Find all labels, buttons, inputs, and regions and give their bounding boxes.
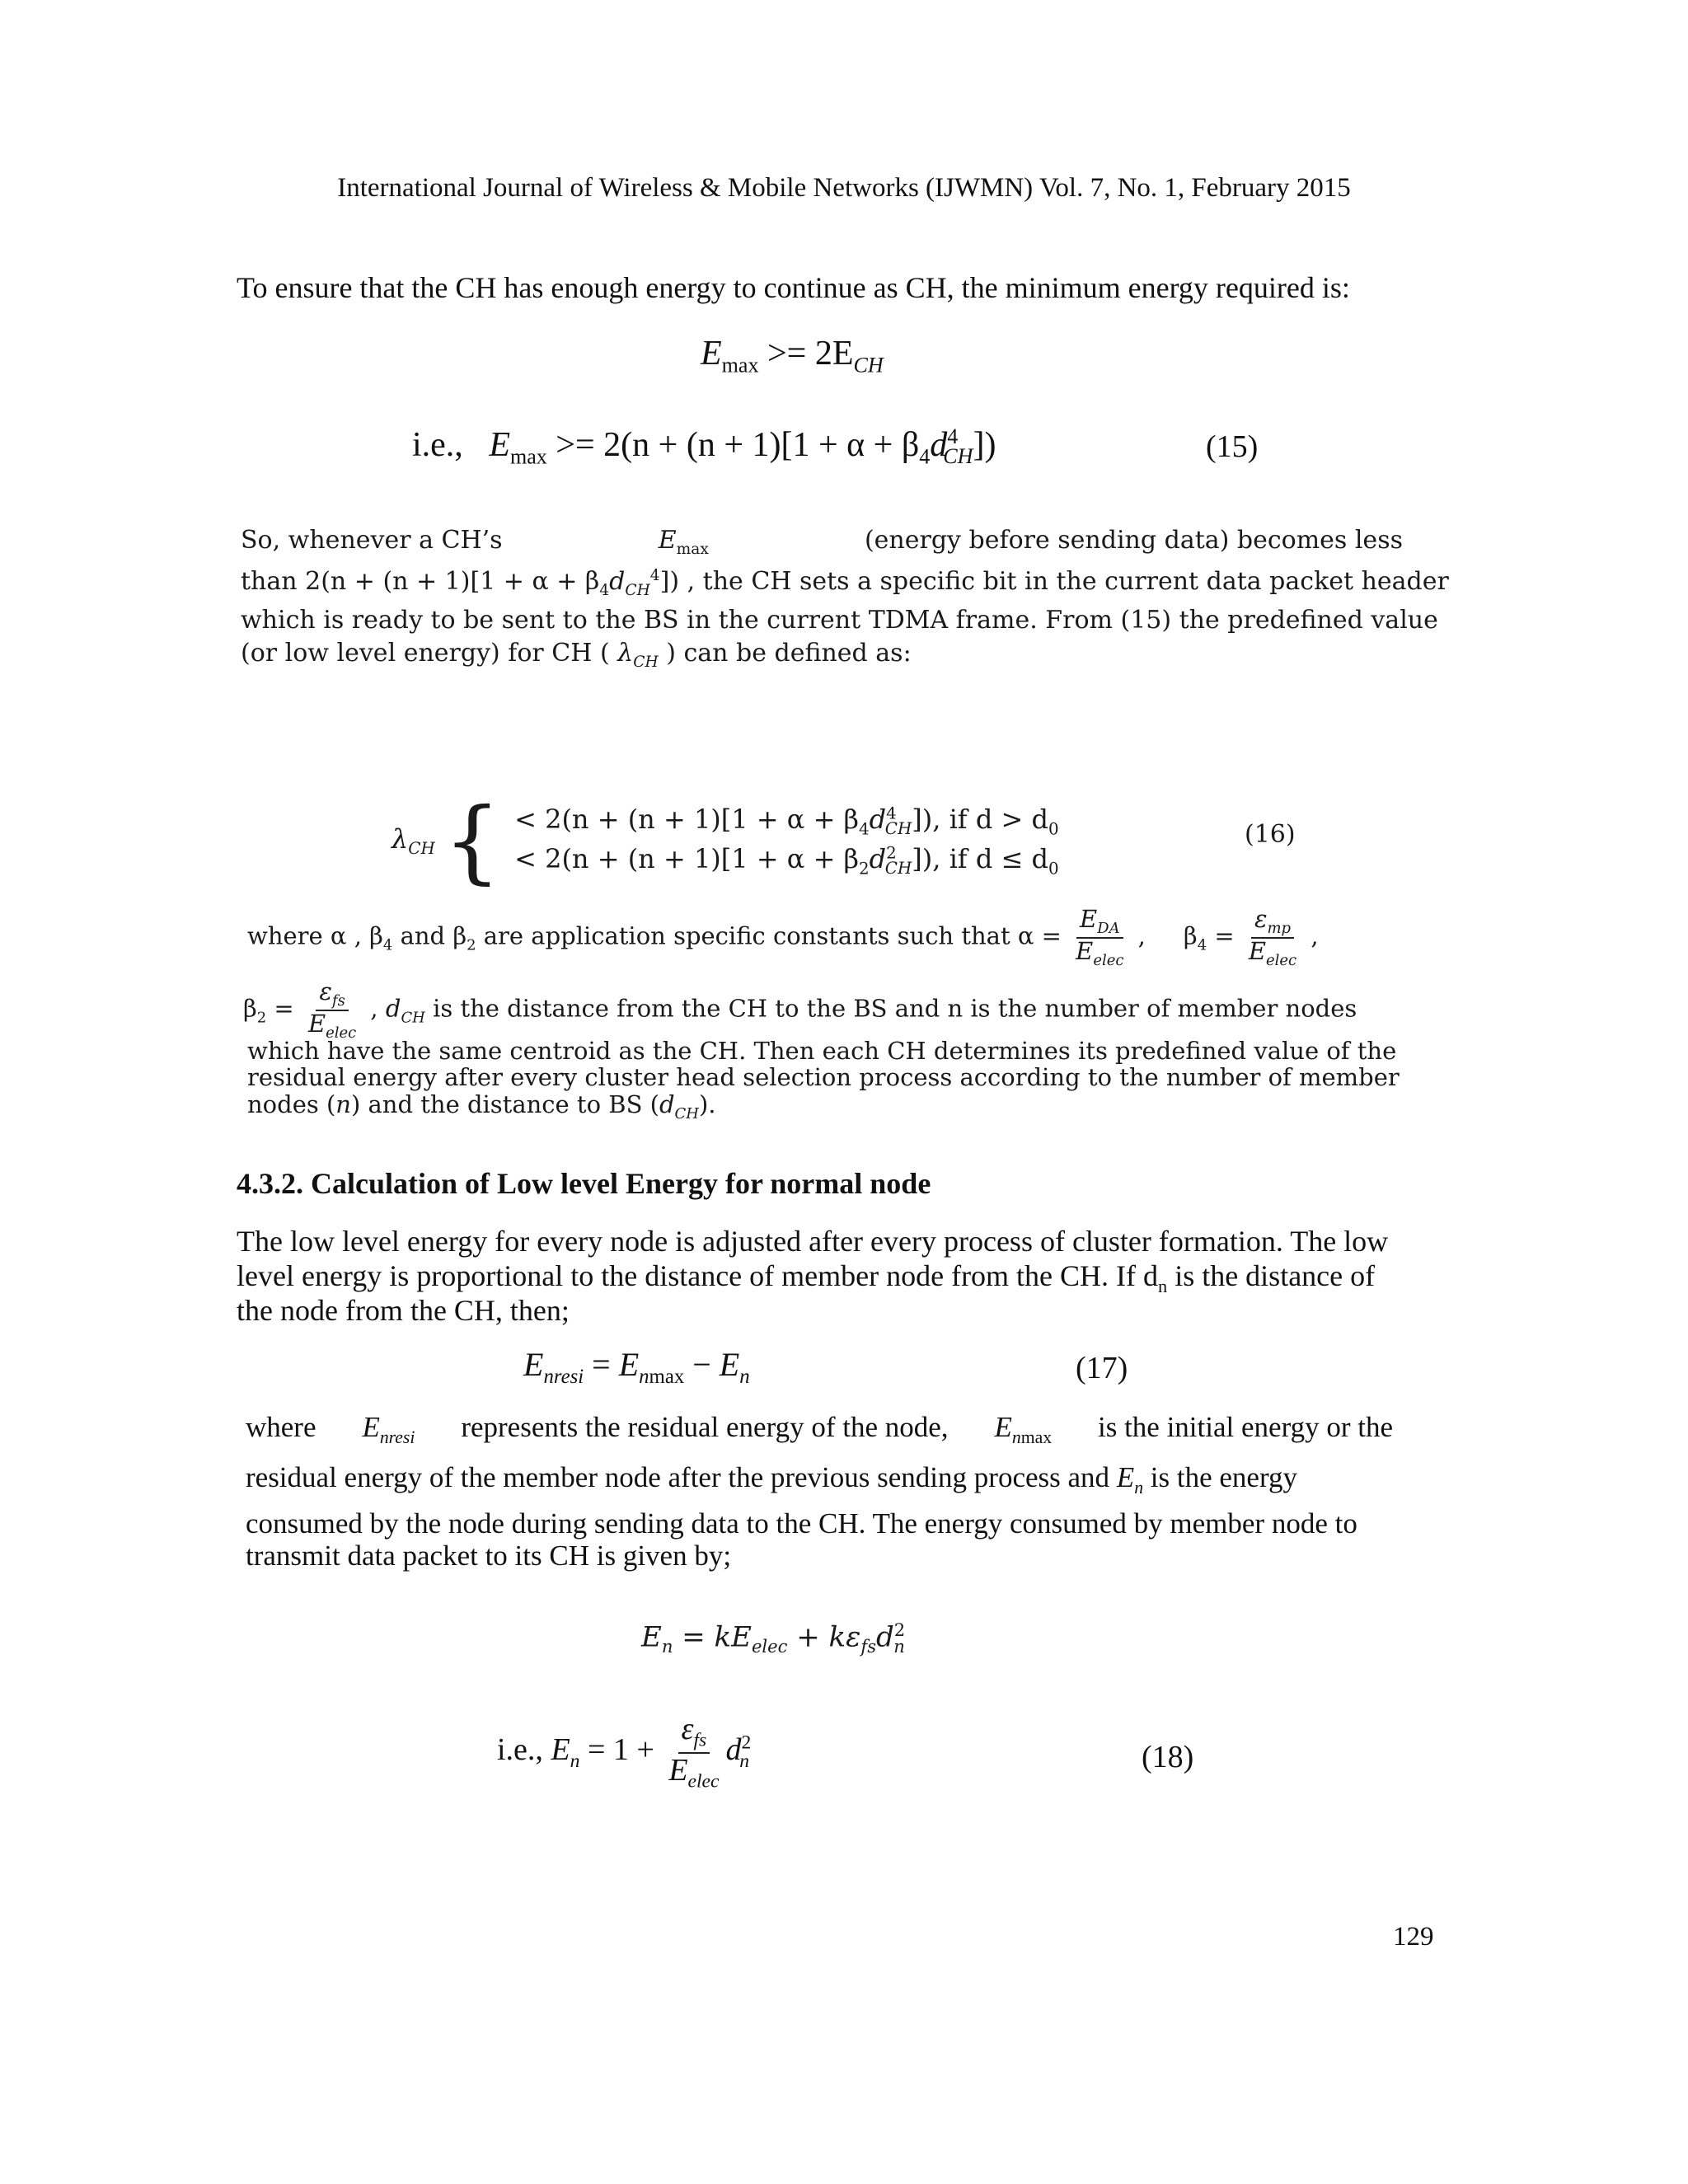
equation-17: $E_{nresi} = E_{nmax} - E_n$ xyxy=(523,1346,750,1388)
para-so-line4: (or low level energy) for CH ( $\lambda_{CH}$ ) can be defined as: xyxy=(241,639,912,671)
where-line3: which have the same centroid as the CH. Then each CH determines its predefined value of the xyxy=(247,1037,1397,1065)
equation-16-number: (16) xyxy=(1245,820,1296,849)
journal-header: International Journal of Wireless & Mobile Networks (IJWMN) Vol. 7, No. 1, February 2015 xyxy=(337,173,1351,203)
where17-line3: consumed by the node during sending data to the CH. The energy consumed by member node to xyxy=(246,1507,1357,1540)
page-number: 129 xyxy=(1393,1922,1434,1952)
para-so-line2: than $2(n + (n + 1)[1 + \alpha + \beta_4d_{CH}^4])$ , the CH sets a specific bit in the current data packet header xyxy=(241,567,1449,599)
equation-energy-consumed: $E_n = kE_{elec} + k\varepsilon_{fs}d^2_n$ xyxy=(641,1619,906,1657)
where-line4: residual energy after every cluster head selection process according to the number of member xyxy=(247,1063,1400,1091)
equation-16-case1: < $2(n + (n + 1)[1 + \alpha + \beta_4d^4_{CH}])$, if $d > d_0$ xyxy=(514,803,1059,838)
equation-emax: $E_{max} >= 2E_{CH}$ xyxy=(701,335,884,377)
equation-17-number: (17) xyxy=(1076,1351,1128,1385)
intro-sentence: To ensure that the CH has enough energy to continue as CH, the minimum energy required is: xyxy=(237,271,1350,304)
where17-line1: where $E_{nresi}$ represents the residual energy of the node, $E_{nmax}$ is the initial energy or the xyxy=(246,1411,1393,1447)
where-line5: nodes (n) and the distance to BS $(d_{CH})$. xyxy=(247,1090,716,1122)
where17-line4: transmit data packet to its CH is given by; xyxy=(246,1540,732,1572)
low-para-line3: the node from the CH, then; xyxy=(237,1294,570,1327)
para-so-line1: So, whenever a CH’s $E_{max}$ (energy before sending data) becomes less xyxy=(241,526,1403,558)
low-para-line1: The low level energy for every node is adjusted after every process of cluster formation. The low xyxy=(237,1225,1389,1258)
where17-line2: residual energy of the member node after the previous sending process and $E_n$ is the energy xyxy=(246,1461,1297,1497)
equation-18: i.e., $E_n = 1$ + $\frac{\varepsilon_{fs}}{E_{elec}}$ $d^2_n$ xyxy=(497,1712,752,1793)
equation-16: $\lambda_{CH}$ { < $2(n + (n + 1)[1 + \alpha + \beta_4d^4_{CH}])$, if $d > d_0$ < $2(n + (n + 1)[1 + \alpha + \beta_2d^2_{CH}])$, if $d \le d_0$ xyxy=(392,788,1059,893)
where-line2: $\beta_2$ = $\frac{\varepsilon_{fs}}{E_{elec}}$ , $d_{CH}$ is the distance from the CH to the BS and n is the number of member nodes xyxy=(243,977,1357,1042)
equation-15: i.e., $E_{max} >= 2(n + (n + 1)[1 + \alpha + \beta_4d^4_{CH}])$ xyxy=(412,424,996,469)
equation-15-number: (15) xyxy=(1206,429,1259,464)
low-para-line2: level energy is proportional to the distance of member node from the CH. If $d_n$ is the distance of xyxy=(237,1259,1376,1297)
para-so-line3: which is ready to be sent to the BS in the current TDMA frame. From (15) the predefined value xyxy=(241,606,1438,635)
equation-16-case2: < $2(n + (n + 1)[1 + \alpha + \beta_2d^2_{CH}])$, if $d \le d_0$ xyxy=(514,843,1059,879)
equation-18-number: (18) xyxy=(1142,1740,1194,1774)
where-line1: where α , $\beta_4$ and $\beta_2$ are application specific constants such that α = $\frac{E_{DA}}{E_{elec}}$ , $\beta_4$ = $\frac{\varepsilon_{mp}}{E_{elec}}$ , xyxy=(247,905,1319,969)
section-heading: 4.3.2. Calculation of Low level Energy for normal node xyxy=(237,1167,931,1200)
